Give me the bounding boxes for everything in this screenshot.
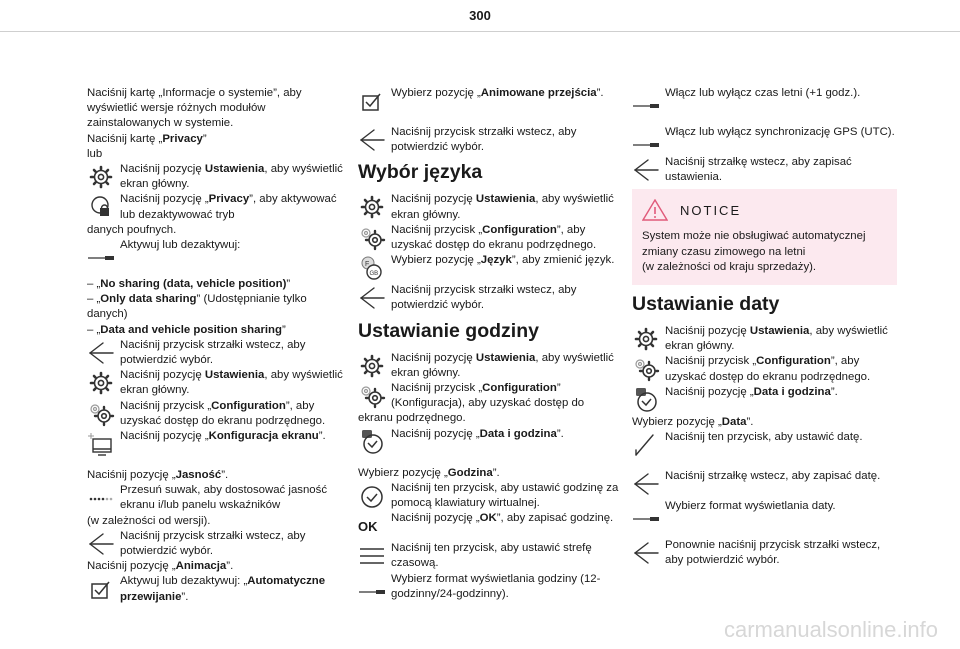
toggle-icon: [632, 127, 660, 153]
privacy-cont: danych poufnych.: [87, 223, 177, 236]
lang-step-language: Wybierz pozycję „Język”, aby zmienić język.: [358, 253, 623, 283]
lang-step-configuration: Naciśnij przycisk „Configuration”, aby uzyskać dostęp do ekranu podrzędnego.: [358, 223, 623, 253]
step-toggle: Aktywuj lub dezaktywuj:: [87, 238, 349, 268]
time-step-ok: OK Naciśnij pozycję „OK”, aby zapisać godzinę.: [358, 511, 623, 541]
date-step-pen: Naciśnij ten przycisk, aby ustawić datę.: [632, 430, 897, 460]
notice-header: [642, 199, 887, 221]
step-dst: Włącz lub wyłącz czas letni (+1 godz.).: [632, 86, 897, 116]
toggle-icon: [87, 240, 115, 266]
step-gps-sync: Włącz lub wyłącz synchronizację GPS (UTC).: [632, 125, 897, 155]
step-back: Naciśnij przycisk strzałki wstecz, aby potwierdzić wybór.: [358, 125, 623, 155]
step-settings-2: Naciśnij pozycję Ustawienia, aby wyświetlić ekran główny.: [87, 368, 349, 398]
toggle-icon: [632, 501, 660, 527]
page-number: 300: [469, 8, 491, 23]
date-step-configuration: Naciśnij przycisk „Configuration”, aby uzyskać dostęp do ekranu podrzędnego.: [632, 354, 897, 384]
back-arrow-icon: [632, 540, 660, 566]
toggle-icon: [358, 574, 386, 600]
lang-step-back: Naciśnij przycisk strzałki wstecz, aby potwierdzić wybór.: [358, 283, 623, 313]
step-autoscroll: Aktywuj lub dezaktywuj: „Automatyczne przewijanie”.: [87, 574, 349, 604]
brightness-line: Naciśnij pozycję „Jasność”.: [87, 469, 229, 482]
date-step-format: Wybierz format wyświetlania daty.: [632, 499, 897, 529]
back-arrow-icon: [358, 285, 386, 311]
step-privacy: Naciśnij pozycję „Privacy”, aby aktywować lub dezaktywować tryb: [87, 192, 349, 222]
checkbox-icon: [87, 576, 115, 602]
screen-icon: [87, 431, 115, 457]
gear-icon: [87, 370, 115, 396]
step-back-save: Naciśnij strzałkę wstecz, aby zapisać ustawienia.: [632, 155, 897, 185]
column-3: [632, 86, 897, 568]
slider-note: (w zależności od wersji).: [87, 514, 211, 527]
option-data-sharing: – „Only data sharing” (Udostępnianie tylko danych): [87, 293, 307, 321]
slider-icon: [87, 485, 115, 511]
pen-icon: [632, 432, 660, 458]
step-slider: Przesuń suwak, aby dostosować jasność ekranu i/lub panelu wskaźników: [87, 483, 349, 513]
date-step-back: Naciśnij strzałkę wstecz, aby zapisać datę.: [632, 469, 897, 499]
step-animated-transitions: Wybierz pozycję „Animowane przejścia”.: [358, 86, 623, 116]
back-arrow-icon: [632, 471, 660, 497]
date-line: Wybierz pozycję „Data”.: [632, 415, 754, 428]
column-2: [358, 86, 623, 602]
time-config-cont: ekranu podrzędnego.: [358, 412, 466, 425]
date-step-settings: Naciśnij pozycję Ustawienia, aby wyświetlić ekran główny.: [632, 324, 897, 354]
heading-time: Ustawianie godziny: [358, 319, 539, 342]
clock-icon: [358, 429, 386, 455]
animation-line: Naciśnij pozycję „Animacja”.: [87, 560, 234, 573]
privacy-lock-icon: [87, 194, 115, 220]
back-arrow-icon: [87, 531, 115, 557]
option-data-position: – „Data and vehicle position sharing”: [87, 323, 286, 336]
back-arrow-icon: [358, 127, 386, 153]
notice-title: NOTICE: [680, 202, 742, 218]
gear-icon: [358, 353, 386, 379]
back-arrow-icon: [87, 340, 115, 366]
heading-language: Wybór języka: [358, 161, 483, 184]
gear-icon: [632, 326, 660, 352]
configuration-gears-icon: [358, 383, 386, 409]
header-rule: [0, 31, 960, 32]
lang-step-settings: Naciśnij pozycję Ustawienia, aby wyświetlić ekran główny.: [358, 192, 623, 222]
date-step-back-confirm: Ponownie naciśnij przycisk strzałki wstecz, aby potwierdzić wybór.: [632, 538, 897, 568]
column-1: [87, 86, 349, 605]
time-step-configuration: Naciśnij przycisk „Configuration” (Konfiguracja), aby uzyskać dostęp do: [358, 381, 623, 411]
back-arrow-icon: [632, 157, 660, 183]
checkbox-icon: [358, 88, 386, 114]
gear-icon: [87, 164, 115, 190]
language-icon: [358, 255, 386, 281]
intro-text: Naciśnij kartę „Informacje o systemie”, aby wyświetlić wersje różnych modułów zainstalowanych w systemie.: [87, 87, 302, 130]
menu-icon: [358, 543, 386, 569]
gear-icon: [358, 194, 386, 220]
notice-text-2: (w zależności od kraju sprzedaży).: [642, 260, 817, 273]
time-step-keyboard: Naciśnij ten przycisk, aby ustawić godzinę za pomocą klawiatury wirtualnej.: [358, 481, 623, 511]
configuration-gears-icon: [632, 356, 660, 382]
toggle-icon: [632, 88, 660, 114]
step-screen-config: Naciśnij pozycję „Konfiguracja ekranu”.: [87, 429, 349, 459]
step-back-1: Naciśnij przycisk strzałki wstecz, aby potwierdzić wybór.: [87, 338, 349, 368]
date-step-datetime: Naciśnij pozycję „Data i godzina”.: [632, 385, 897, 415]
configuration-gears-icon: [87, 401, 115, 427]
step-settings: Naciśnij pozycję Ustawienia, aby wyświetlić ekran główny.: [87, 162, 349, 192]
hour-line: Wybierz pozycję „Godzina”.: [358, 466, 500, 479]
step-back-2: Naciśnij przycisk strzałki wstecz, aby potwierdzić wybór.: [87, 529, 349, 559]
watermark: carmanualsonline.info: [723, 617, 938, 642]
intro-privacy: Naciśnij kartę „Privacy”: [87, 132, 207, 145]
clock-icon: [632, 387, 660, 413]
keyboard-check-icon: [358, 483, 386, 509]
notice-box: [632, 189, 897, 285]
option-no-sharing: – „No sharing (data, vehicle position)”: [87, 278, 291, 291]
configuration-gears-icon: [358, 225, 386, 251]
time-step-settings: Naciśnij pozycję Ustawienia, aby wyświetlić ekran główny.: [358, 351, 623, 381]
time-step-zone: Naciśnij ten przycisk, aby ustawić strefę czasową.: [358, 541, 623, 571]
time-step-format: Wybierz format wyświetlania godziny (12-godzinny/24-godzinny).: [358, 572, 623, 602]
time-step-datetime: Naciśnij pozycję „Data i godzina”.: [358, 427, 623, 457]
or-text: lub: [87, 147, 103, 160]
notice-text: System może nie obsługiwać automatycznej zmiany czasu zimowego na letni: [642, 230, 866, 258]
step-configuration: Naciśnij przycisk „Configuration”, aby uzyskać dostęp do ekranu podrzędnego.: [87, 399, 349, 429]
ok-label-icon: OK: [358, 519, 378, 535]
heading-date: Ustawianie daty: [632, 293, 780, 316]
warning-icon: [642, 199, 668, 221]
